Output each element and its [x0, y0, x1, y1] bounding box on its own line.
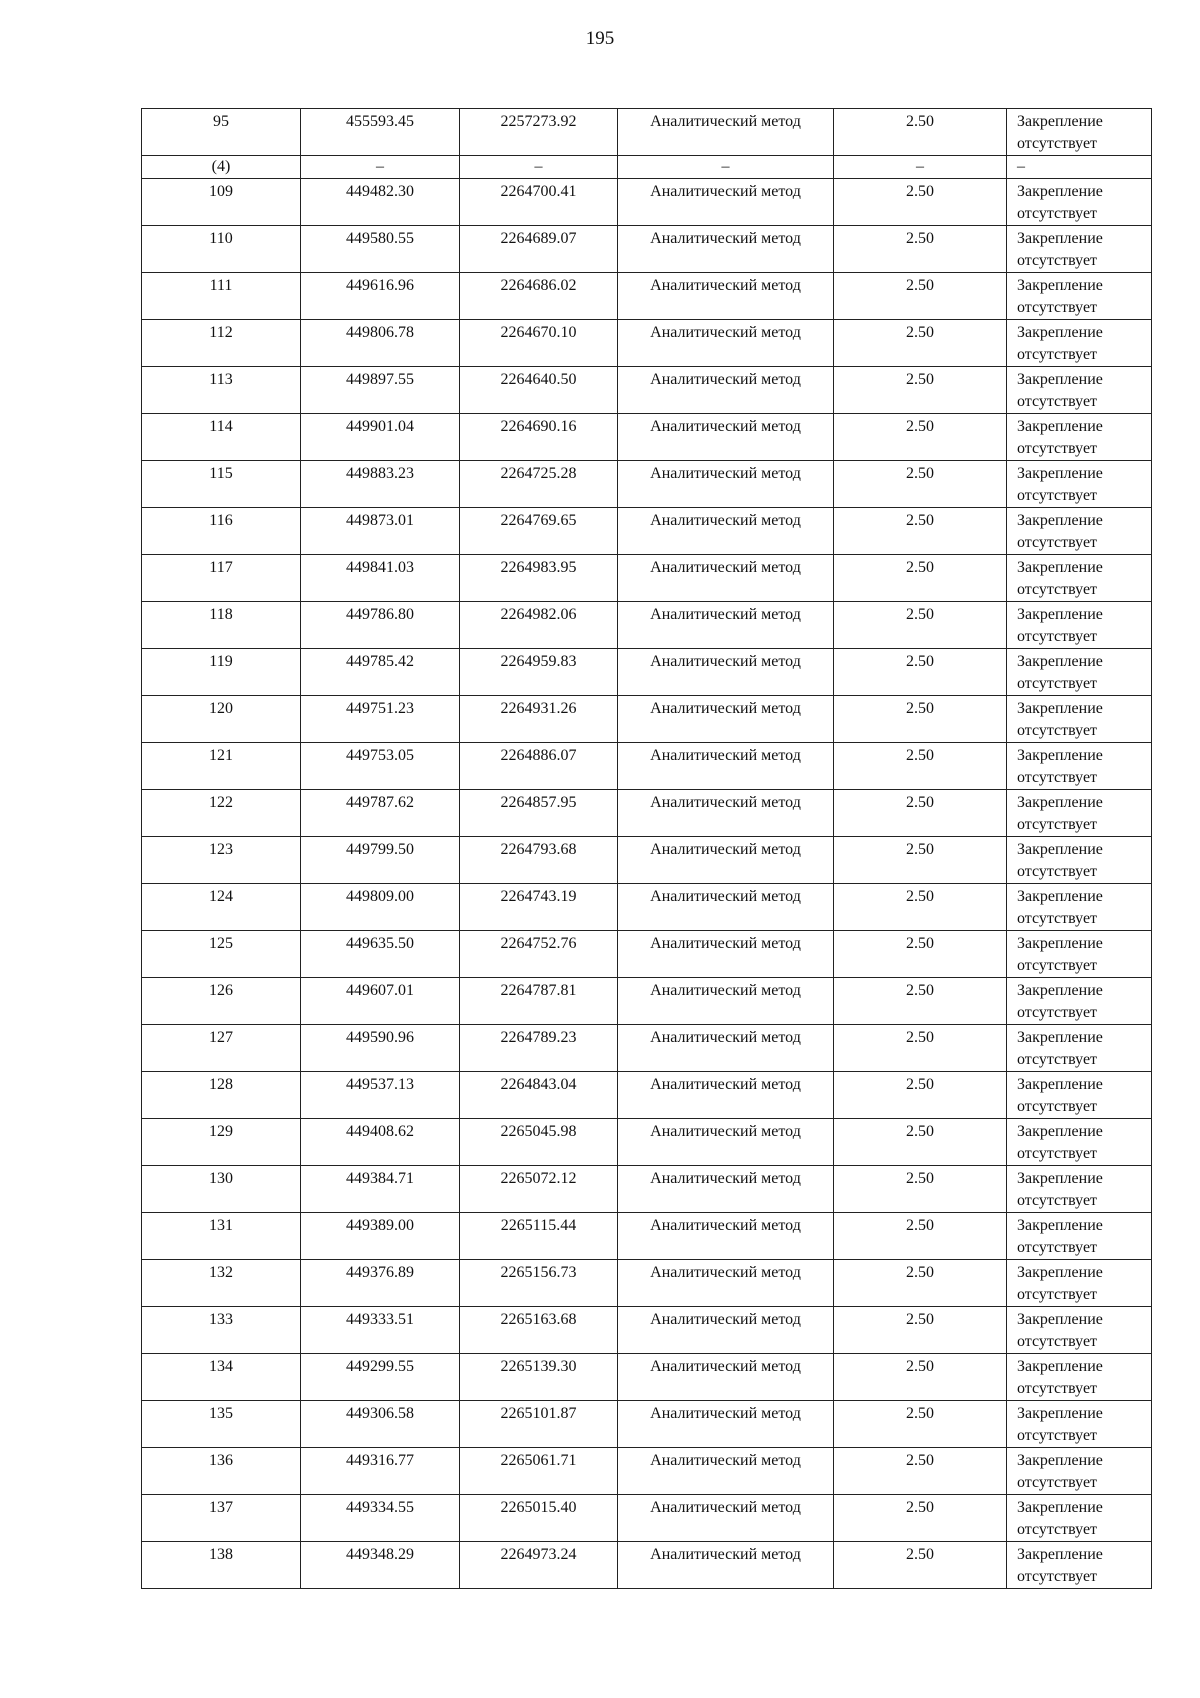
point-number-cell: 126: [142, 978, 301, 1025]
method-cell: Аналитический метод: [618, 1119, 834, 1166]
method-cell: Аналитический метод: [618, 1495, 834, 1542]
y-coordinate-cell: 2264640.50: [460, 367, 618, 414]
x-coordinate-cell: 449616.96: [301, 273, 460, 320]
method-cell: Аналитический метод: [618, 978, 834, 1025]
method-cell: Аналитический метод: [618, 1307, 834, 1354]
fixing-cell: Закрепление отсутствует: [1007, 461, 1152, 508]
method-cell: Аналитический метод: [618, 508, 834, 555]
accuracy-cell: 2.50: [834, 320, 1007, 367]
table-row: [142, 1542, 1152, 1589]
table-row: [142, 320, 1152, 367]
y-coordinate-cell: 2264725.28: [460, 461, 618, 508]
fixing-cell: Закрепление отсутствует: [1007, 1119, 1152, 1166]
x-coordinate-cell: 449482.30: [301, 179, 460, 226]
y-coordinate-cell: 2265072.12: [460, 1166, 618, 1213]
accuracy-cell: 2.50: [834, 1260, 1007, 1307]
table-row: [142, 602, 1152, 649]
x-coordinate-cell: 449537.13: [301, 1072, 460, 1119]
fixing-cell: Закрепление отсутствует: [1007, 1495, 1152, 1542]
x-coordinate-cell: 449306.58: [301, 1401, 460, 1448]
table-row: [142, 156, 1152, 179]
y-coordinate-cell: 2264752.76: [460, 931, 618, 978]
fixing-cell: Закрепление отсутствует: [1007, 109, 1152, 156]
table-row: [142, 978, 1152, 1025]
table-row: [142, 1260, 1152, 1307]
table-row: [142, 508, 1152, 555]
fixing-cell: Закрепление отсутствует: [1007, 1307, 1152, 1354]
table-row: [142, 179, 1152, 226]
x-coordinate-cell: 449785.42: [301, 649, 460, 696]
y-coordinate-cell: 2265139.30: [460, 1354, 618, 1401]
y-coordinate-cell: 2264689.07: [460, 226, 618, 273]
fixing-cell: Закрепление отсутствует: [1007, 790, 1152, 837]
y-coordinate-cell: 2264769.65: [460, 508, 618, 555]
fixing-cell: Закрепление отсутствует: [1007, 743, 1152, 790]
point-number-cell: 122: [142, 790, 301, 837]
y-coordinate-cell: 2264700.41: [460, 179, 618, 226]
method-cell: Аналитический метод: [618, 179, 834, 226]
accuracy-cell: –: [834, 156, 1007, 179]
method-cell: Аналитический метод: [618, 555, 834, 602]
point-number-cell: 135: [142, 1401, 301, 1448]
method-cell: Аналитический метод: [618, 1213, 834, 1260]
y-coordinate-cell: –: [460, 156, 618, 179]
y-coordinate-cell: 2264789.23: [460, 1025, 618, 1072]
point-number-cell: 137: [142, 1495, 301, 1542]
y-coordinate-cell: 2257273.92: [460, 109, 618, 156]
fixing-cell: Закрепление отсутствует: [1007, 1213, 1152, 1260]
method-cell: Аналитический метод: [618, 1448, 834, 1495]
accuracy-cell: 2.50: [834, 884, 1007, 931]
accuracy-cell: 2.50: [834, 696, 1007, 743]
accuracy-cell: 2.50: [834, 1354, 1007, 1401]
y-coordinate-cell: 2265115.44: [460, 1213, 618, 1260]
table-row: [142, 1072, 1152, 1119]
method-cell: Аналитический метод: [618, 1401, 834, 1448]
x-coordinate-cell: 449753.05: [301, 743, 460, 790]
method-cell: Аналитический метод: [618, 1542, 834, 1589]
point-number-cell: 113: [142, 367, 301, 414]
method-cell: Аналитический метод: [618, 696, 834, 743]
accuracy-cell: 2.50: [834, 1448, 1007, 1495]
accuracy-cell: 2.50: [834, 555, 1007, 602]
y-coordinate-cell: 2265156.73: [460, 1260, 618, 1307]
y-coordinate-cell: 2265163.68: [460, 1307, 618, 1354]
point-number-cell: 128: [142, 1072, 301, 1119]
y-coordinate-cell: 2264787.81: [460, 978, 618, 1025]
point-number-cell: 110: [142, 226, 301, 273]
x-coordinate-cell: 449348.29: [301, 1542, 460, 1589]
method-cell: Аналитический метод: [618, 273, 834, 320]
method-cell: Аналитический метод: [618, 1260, 834, 1307]
point-number-cell: 125: [142, 931, 301, 978]
point-number-cell: 127: [142, 1025, 301, 1072]
method-cell: Аналитический метод: [618, 1072, 834, 1119]
accuracy-cell: 2.50: [834, 1542, 1007, 1589]
table-row: [142, 367, 1152, 414]
accuracy-cell: 2.50: [834, 179, 1007, 226]
accuracy-cell: 2.50: [834, 273, 1007, 320]
fixing-cell: Закрепление отсутствует: [1007, 508, 1152, 555]
y-coordinate-cell: 2264690.16: [460, 414, 618, 461]
table-row: [142, 226, 1152, 273]
table-row: [142, 1448, 1152, 1495]
point-number-cell: 117: [142, 555, 301, 602]
method-cell: Аналитический метод: [618, 226, 834, 273]
y-coordinate-cell: 2264982.06: [460, 602, 618, 649]
table-row: [142, 837, 1152, 884]
fixing-cell: Закрепление отсутствует: [1007, 649, 1152, 696]
method-cell: Аналитический метод: [618, 790, 834, 837]
fixing-cell: Закрепление отсутствует: [1007, 696, 1152, 743]
point-number-cell: 132: [142, 1260, 301, 1307]
fixing-cell: Закрепление отсутствует: [1007, 1542, 1152, 1589]
accuracy-cell: 2.50: [834, 508, 1007, 555]
fixing-cell: Закрепление отсутствует: [1007, 1025, 1152, 1072]
fixing-cell: Закрепление отсутствует: [1007, 884, 1152, 931]
y-coordinate-cell: 2264670.10: [460, 320, 618, 367]
method-cell: –: [618, 156, 834, 179]
table-row: [142, 1213, 1152, 1260]
method-cell: Аналитический метод: [618, 414, 834, 461]
fixing-cell: Закрепление отсутствует: [1007, 367, 1152, 414]
table-row: [142, 1354, 1152, 1401]
table-row: [142, 790, 1152, 837]
x-coordinate-cell: 449806.78: [301, 320, 460, 367]
fixing-cell: Закрепление отсутствует: [1007, 273, 1152, 320]
accuracy-cell: 2.50: [834, 978, 1007, 1025]
x-coordinate-cell: 449389.00: [301, 1213, 460, 1260]
method-cell: Аналитический метод: [618, 1354, 834, 1401]
table-row: [142, 1166, 1152, 1213]
x-coordinate-cell: 449590.96: [301, 1025, 460, 1072]
method-cell: Аналитический метод: [618, 1025, 834, 1072]
point-number-cell: 133: [142, 1307, 301, 1354]
point-number-cell: 136: [142, 1448, 301, 1495]
y-coordinate-cell: 2264983.95: [460, 555, 618, 602]
y-coordinate-cell: 2264793.68: [460, 837, 618, 884]
point-number-cell: (4): [142, 156, 301, 179]
x-coordinate-cell: 449883.23: [301, 461, 460, 508]
x-coordinate-cell: 449787.62: [301, 790, 460, 837]
accuracy-cell: 2.50: [834, 649, 1007, 696]
x-coordinate-cell: 449635.50: [301, 931, 460, 978]
x-coordinate-cell: –: [301, 156, 460, 179]
fixing-cell: Закрепление отсутствует: [1007, 320, 1152, 367]
table-row: [142, 1025, 1152, 1072]
accuracy-cell: 2.50: [834, 790, 1007, 837]
table-row: [142, 414, 1152, 461]
coordinates-table: [141, 108, 1152, 1589]
method-cell: Аналитический метод: [618, 320, 834, 367]
point-number-cell: 109: [142, 179, 301, 226]
method-cell: Аналитический метод: [618, 931, 834, 978]
y-coordinate-cell: 2265015.40: [460, 1495, 618, 1542]
x-coordinate-cell: 449607.01: [301, 978, 460, 1025]
accuracy-cell: 2.50: [834, 1166, 1007, 1213]
method-cell: Аналитический метод: [618, 109, 834, 156]
fixing-cell: Закрепление отсутствует: [1007, 1260, 1152, 1307]
x-coordinate-cell: 449897.55: [301, 367, 460, 414]
y-coordinate-cell: 2265061.71: [460, 1448, 618, 1495]
accuracy-cell: 2.50: [834, 226, 1007, 273]
table-row: [142, 109, 1152, 156]
accuracy-cell: 2.50: [834, 743, 1007, 790]
method-cell: Аналитический метод: [618, 649, 834, 696]
point-number-cell: 138: [142, 1542, 301, 1589]
table-row: [142, 884, 1152, 931]
point-number-cell: 114: [142, 414, 301, 461]
fixing-cell: Закрепление отсутствует: [1007, 226, 1152, 273]
accuracy-cell: 2.50: [834, 1307, 1007, 1354]
x-coordinate-cell: 449384.71: [301, 1166, 460, 1213]
point-number-cell: 95: [142, 109, 301, 156]
x-coordinate-cell: 449751.23: [301, 696, 460, 743]
method-cell: Аналитический метод: [618, 367, 834, 414]
y-coordinate-cell: 2265101.87: [460, 1401, 618, 1448]
method-cell: Аналитический метод: [618, 837, 834, 884]
x-coordinate-cell: 449873.01: [301, 508, 460, 555]
fixing-cell: –: [1007, 156, 1152, 179]
fixing-cell: Закрепление отсутствует: [1007, 179, 1152, 226]
accuracy-cell: 2.50: [834, 837, 1007, 884]
y-coordinate-cell: 2265045.98: [460, 1119, 618, 1166]
y-coordinate-cell: 2264886.07: [460, 743, 618, 790]
x-coordinate-cell: 455593.45: [301, 109, 460, 156]
accuracy-cell: 2.50: [834, 931, 1007, 978]
point-number-cell: 115: [142, 461, 301, 508]
table-row: [142, 1495, 1152, 1542]
method-cell: Аналитический метод: [618, 1166, 834, 1213]
fixing-cell: Закрепление отсутствует: [1007, 931, 1152, 978]
point-number-cell: 120: [142, 696, 301, 743]
point-number-cell: 111: [142, 273, 301, 320]
y-coordinate-cell: 2264843.04: [460, 1072, 618, 1119]
fixing-cell: Закрепление отсутствует: [1007, 414, 1152, 461]
accuracy-cell: 2.50: [834, 1213, 1007, 1260]
table-body: [142, 109, 1152, 1589]
point-number-cell: 124: [142, 884, 301, 931]
accuracy-cell: 2.50: [834, 602, 1007, 649]
y-coordinate-cell: 2264743.19: [460, 884, 618, 931]
table-row: [142, 649, 1152, 696]
table-row: [142, 273, 1152, 320]
method-cell: Аналитический метод: [618, 602, 834, 649]
fixing-cell: Закрепление отсутствует: [1007, 837, 1152, 884]
accuracy-cell: 2.50: [834, 367, 1007, 414]
table-row: [142, 1307, 1152, 1354]
x-coordinate-cell: 449799.50: [301, 837, 460, 884]
accuracy-cell: 2.50: [834, 461, 1007, 508]
accuracy-cell: 2.50: [834, 109, 1007, 156]
point-number-cell: 123: [142, 837, 301, 884]
point-number-cell: 130: [142, 1166, 301, 1213]
accuracy-cell: 2.50: [834, 1025, 1007, 1072]
y-coordinate-cell: 2264973.24: [460, 1542, 618, 1589]
x-coordinate-cell: 449408.62: [301, 1119, 460, 1166]
fixing-cell: Закрепление отсутствует: [1007, 1401, 1152, 1448]
table-row: [142, 743, 1152, 790]
point-number-cell: 134: [142, 1354, 301, 1401]
point-number-cell: 129: [142, 1119, 301, 1166]
accuracy-cell: 2.50: [834, 1495, 1007, 1542]
x-coordinate-cell: 449334.55: [301, 1495, 460, 1542]
fixing-cell: Закрепление отсутствует: [1007, 1448, 1152, 1495]
x-coordinate-cell: 449841.03: [301, 555, 460, 602]
table-row: [142, 931, 1152, 978]
fixing-cell: Закрепление отсутствует: [1007, 602, 1152, 649]
point-number-cell: 116: [142, 508, 301, 555]
accuracy-cell: 2.50: [834, 1401, 1007, 1448]
method-cell: Аналитический метод: [618, 884, 834, 931]
fixing-cell: Закрепление отсутствует: [1007, 1072, 1152, 1119]
x-coordinate-cell: 449299.55: [301, 1354, 460, 1401]
y-coordinate-cell: 2264857.95: [460, 790, 618, 837]
x-coordinate-cell: 449809.00: [301, 884, 460, 931]
x-coordinate-cell: 449786.80: [301, 602, 460, 649]
accuracy-cell: 2.50: [834, 414, 1007, 461]
accuracy-cell: 2.50: [834, 1119, 1007, 1166]
table-row: [142, 696, 1152, 743]
fixing-cell: Закрепление отсутствует: [1007, 978, 1152, 1025]
fixing-cell: Закрепление отсутствует: [1007, 555, 1152, 602]
fixing-cell: Закрепление отсутствует: [1007, 1166, 1152, 1213]
point-number-cell: 112: [142, 320, 301, 367]
method-cell: Аналитический метод: [618, 461, 834, 508]
fixing-cell: Закрепление отсутствует: [1007, 1354, 1152, 1401]
point-number-cell: 118: [142, 602, 301, 649]
x-coordinate-cell: 449901.04: [301, 414, 460, 461]
y-coordinate-cell: 2264686.02: [460, 273, 618, 320]
table-row: [142, 461, 1152, 508]
method-cell: Аналитический метод: [618, 743, 834, 790]
table-row: [142, 1119, 1152, 1166]
x-coordinate-cell: 449316.77: [301, 1448, 460, 1495]
table-row: [142, 1401, 1152, 1448]
point-number-cell: 121: [142, 743, 301, 790]
point-number-cell: 119: [142, 649, 301, 696]
point-number-cell: 131: [142, 1213, 301, 1260]
page-number: 195: [585, 28, 615, 49]
x-coordinate-cell: 449333.51: [301, 1307, 460, 1354]
x-coordinate-cell: 449580.55: [301, 226, 460, 273]
x-coordinate-cell: 449376.89: [301, 1260, 460, 1307]
table-row: [142, 555, 1152, 602]
y-coordinate-cell: 2264931.26: [460, 696, 618, 743]
y-coordinate-cell: 2264959.83: [460, 649, 618, 696]
accuracy-cell: 2.50: [834, 1072, 1007, 1119]
